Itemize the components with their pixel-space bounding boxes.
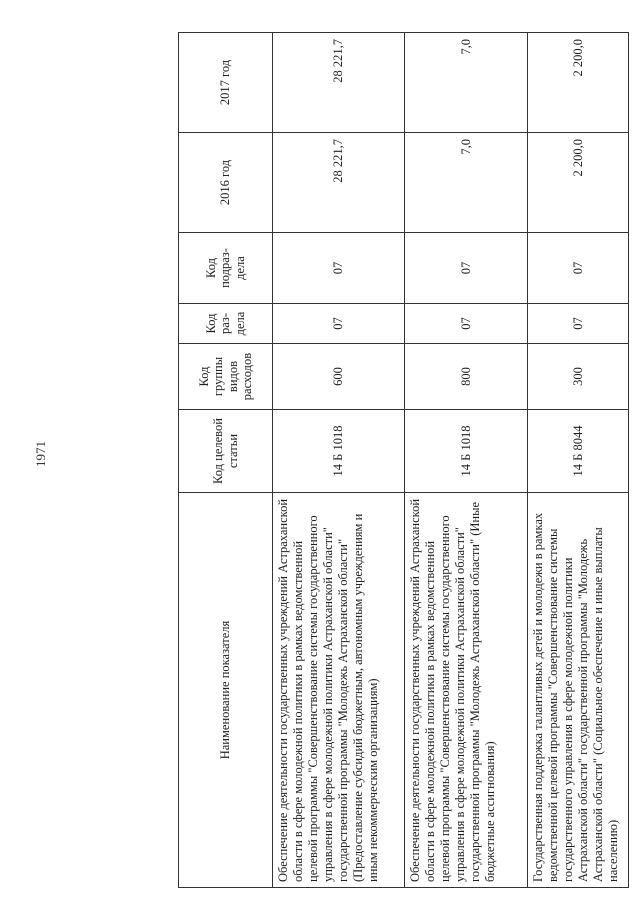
table-row bbox=[528, 33, 629, 888]
header-year-2017: 2017 год bbox=[179, 33, 273, 133]
row-expense-group-code: 600 bbox=[273, 344, 405, 410]
row-subsection-code: 07 bbox=[528, 233, 629, 304]
budget-table bbox=[178, 32, 629, 888]
row-name: Обеспечение деятельности государственных учреждений Астраханской области в сфере молодежной политики в рамках ведомственной целевой программы "Совершенствование системы государственного управления в сфере молодежной политики Астраханской области" государственной программы "Молодежь Астраханской области" (Иные бюджетные ассигнования) bbox=[405, 493, 528, 888]
row-expense-group-code: 300 bbox=[528, 344, 629, 410]
table-row bbox=[405, 33, 528, 888]
header-section-code: Код раз-дела bbox=[179, 304, 273, 344]
row-section-code: 07 bbox=[273, 304, 405, 344]
row-year-2017: 7,0 bbox=[405, 33, 528, 133]
header-subsection-code: Код подраз-дела bbox=[179, 233, 273, 304]
header-target-code: Код целевой статьи bbox=[179, 410, 273, 493]
header-expense-group-code: Код группы видов расходов bbox=[179, 344, 273, 410]
row-target-code: 14 Б 1018 bbox=[405, 410, 528, 493]
row-expense-group-code: 800 bbox=[405, 344, 528, 410]
row-subsection-code: 07 bbox=[273, 233, 405, 304]
row-year-2016: 7,0 bbox=[405, 133, 528, 233]
table-header-row bbox=[179, 33, 273, 888]
row-year-2016: 2 200,0 bbox=[528, 133, 629, 233]
row-target-code: 14 Б 1018 bbox=[273, 410, 405, 493]
row-section-code: 07 bbox=[405, 304, 528, 344]
row-name: Обеспечение деятельности государственных учреждений Астраханской области в сфере молодежной политики в рамках ведомственной целевой программы "Совершенствование системы государственного управления в сфере молодежной политики Астраханской области" государственной программы "Молодежь Астраханской области" (Предоставление субсидий бюджетным, автономным учреждениям и иным некоммерческим организациям) bbox=[273, 493, 405, 888]
header-name: Наименование показателя bbox=[179, 493, 273, 888]
rotated-table-container bbox=[178, 33, 628, 888]
row-year-2017: 28 221,7 bbox=[273, 33, 405, 133]
header-year-2016: 2016 год bbox=[179, 133, 273, 233]
table-row bbox=[273, 33, 405, 888]
row-section-code: 07 bbox=[528, 304, 629, 344]
row-subsection-code: 07 bbox=[405, 233, 528, 304]
page-number: 1971 bbox=[33, 441, 48, 467]
row-year-2016: 28 221,7 bbox=[273, 133, 405, 233]
row-target-code: 14 Б 8044 bbox=[528, 410, 629, 493]
row-year-2017: 2 200,0 bbox=[528, 33, 629, 133]
row-name: Государственная поддержка талантливых детей и молодежи в рамках ведомственной целевой программы "Совершенствование системы государственного управления в сфере молодежной политики Астраханской области" государственной программы "Молодежь Астраханской области" (Социальное обеспечение и иные выплаты населению) bbox=[528, 493, 629, 888]
